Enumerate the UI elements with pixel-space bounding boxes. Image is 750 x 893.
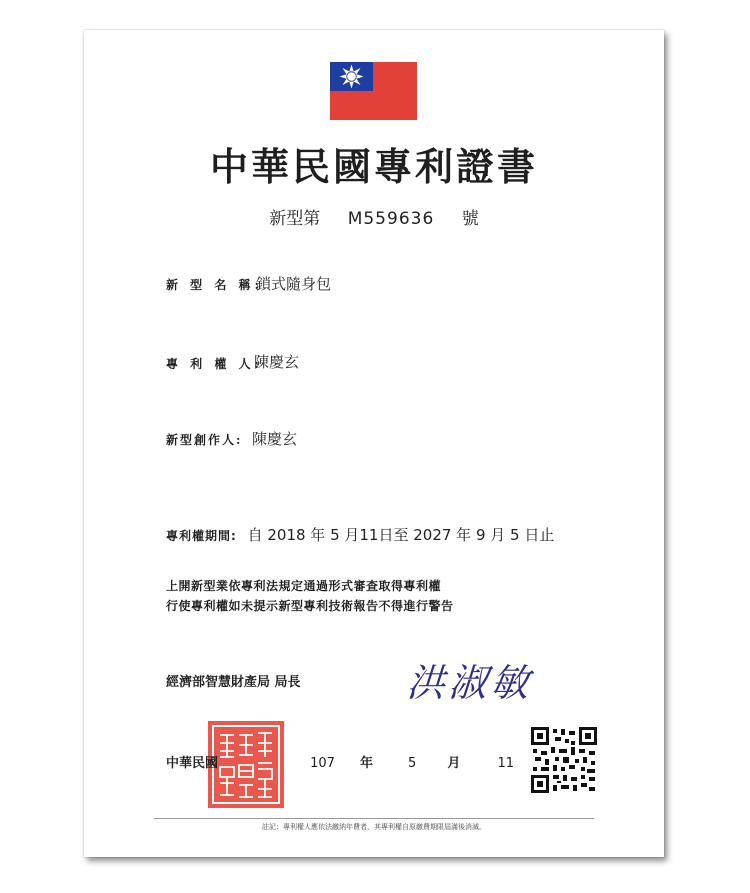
footer-note: 註記：專利權人應依法繳納年費者，其專利權自原繳費期限屆滿後消滅。 — [154, 818, 594, 832]
note-line-1: 上開新型業依專利法規定通過形式審查取得專利權 — [166, 579, 442, 593]
issue-date — [166, 752, 558, 771]
certificate-title: 中華民國專利證書 — [209, 144, 538, 189]
roc-flag — [330, 62, 417, 120]
patent-number: M559636 — [347, 209, 435, 229]
date-month-unit: 月 — [447, 756, 461, 771]
patentee-label: 專 利 權 人: — [166, 357, 263, 371]
date-month: 5 — [408, 756, 417, 771]
note-line-2: 行使專利權如未提示新型專利技術報告不得進行警告 — [166, 599, 454, 613]
patent-number-line — [84, 204, 664, 229]
date-day: 11 — [497, 756, 515, 771]
director-title: 經濟部智慧財產局 局長 — [166, 675, 301, 690]
date-year: 107 — [310, 756, 335, 771]
certificate-sheet — [84, 30, 664, 857]
model-name-label: 新 型 名 稱: — [166, 278, 263, 292]
qr-code-icon[interactable] — [531, 727, 597, 793]
patent-prefix: 新型第 — [269, 209, 321, 229]
patent-term — [166, 524, 554, 545]
creator-label: 新型創作人: — [166, 433, 243, 447]
director-signature: 洪淑敏 — [405, 661, 535, 705]
white-sun-icon — [330, 62, 373, 91]
patentee-value: 陳慶玄 — [254, 353, 300, 371]
patent-term-value: 自 2018 年 5 月11日至 2027 年 9 月 5 日止 — [247, 526, 555, 544]
patent-suffix: 號 — [461, 209, 479, 229]
creator-value: 陳慶玄 — [252, 430, 298, 448]
date-year-unit: 年 — [359, 756, 373, 771]
flag-canton — [330, 62, 373, 91]
patent-term-label: 專利權期間: — [166, 529, 237, 543]
model-name-value: 鎖式隨身包 — [256, 275, 332, 293]
date-era: 中華民國 — [166, 756, 219, 771]
